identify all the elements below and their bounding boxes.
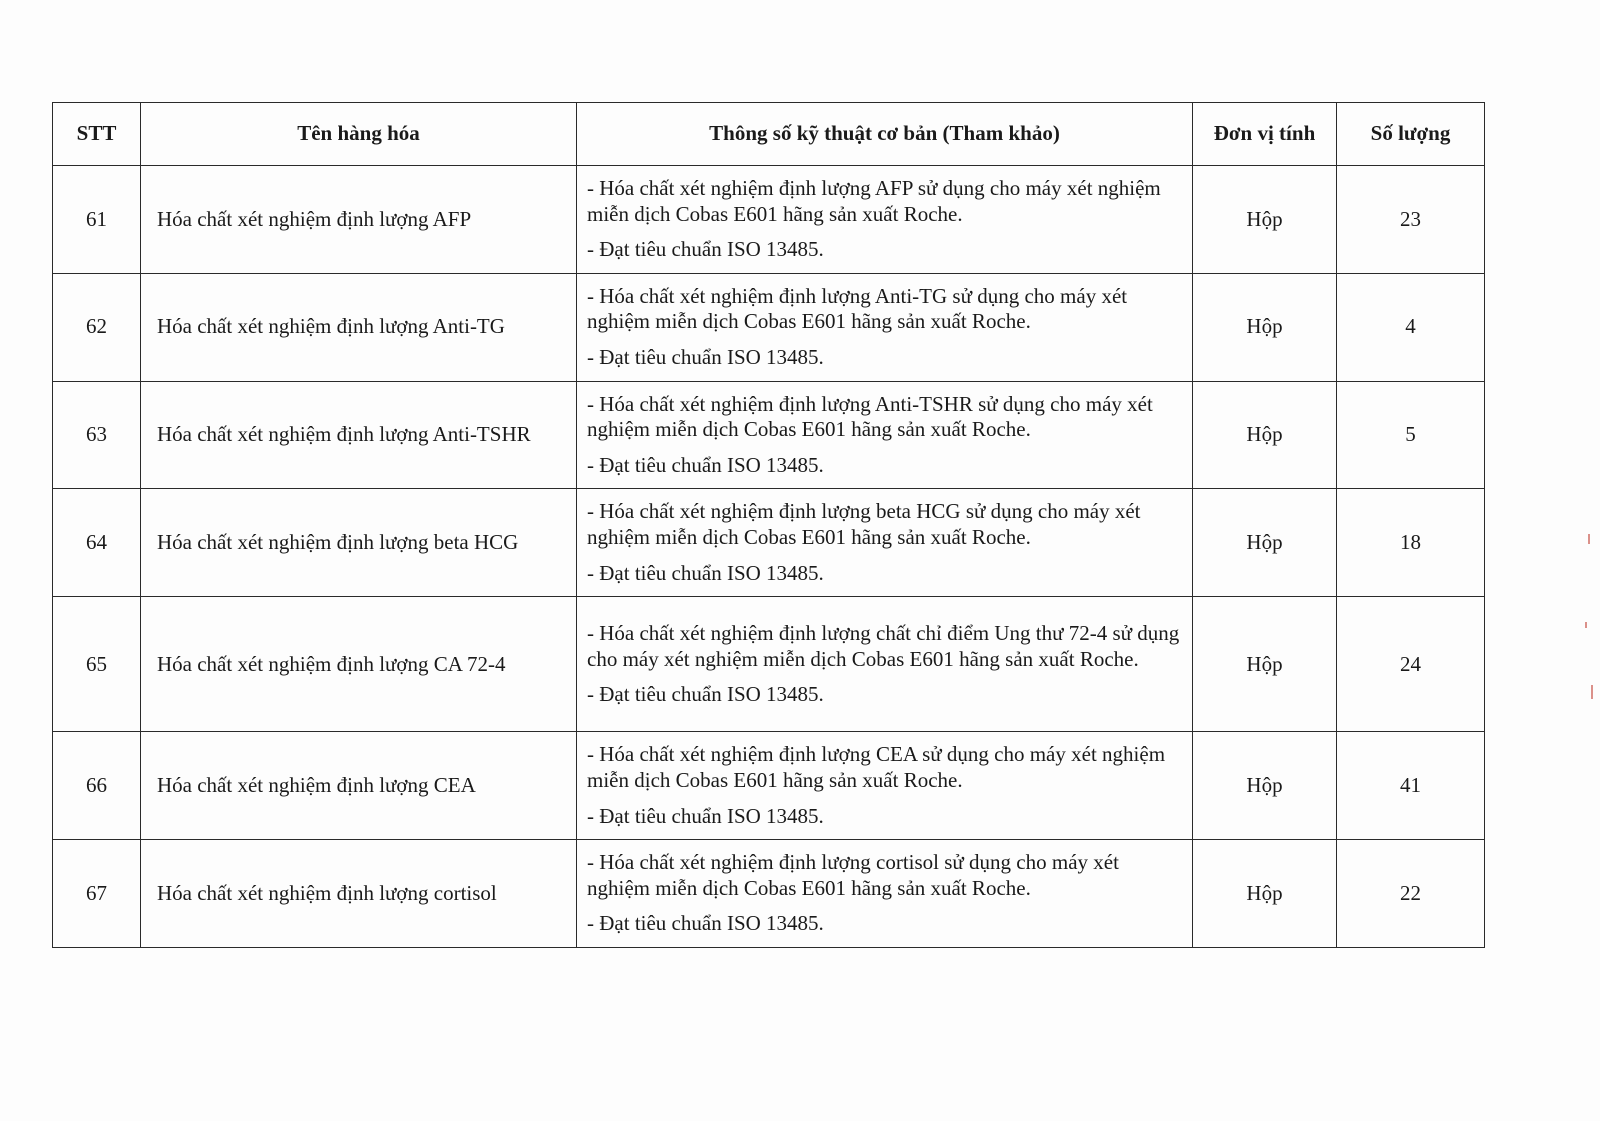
header-name: Tên hàng hóa: [141, 103, 577, 166]
cell-spec: [577, 597, 1193, 732]
goods-table: [52, 102, 1485, 948]
cell-stt: 66: [53, 732, 141, 840]
cell-spec: [577, 166, 1193, 274]
cell-spec: [577, 489, 1193, 597]
cell-stt: 64: [53, 489, 141, 597]
spec-standard: - Đạt tiêu chuẩn ISO 13485.: [587, 237, 824, 262]
scan-edge-mark: [1591, 685, 1593, 699]
table-row: [53, 166, 1485, 274]
table-row: [53, 273, 1485, 381]
cell-unit: Hộp: [1193, 273, 1337, 381]
cell-unit: Hộp: [1193, 732, 1337, 840]
table-body: [53, 166, 1485, 948]
spec-description: - Hóa chất xét nghiệm định lượng chất chỉ điểm Ung thư 72-4 sử dụng cho máy xét nghiệm miễn dịch Cobas E601 hãng sản xuất Roche.: [587, 620, 1180, 671]
table-row: [53, 381, 1485, 489]
cell-qty: 5: [1337, 381, 1485, 489]
spec-description: - Hóa chất xét nghiệm định lượng CEA sử dụng cho máy xét nghiệm miễn dịch Cobas E601 hãng sản xuất Roche.: [587, 742, 1166, 792]
cell-name: Hóa chất xét nghiệm định lượng cortisol: [141, 840, 577, 948]
table-row: [53, 840, 1485, 948]
spec-description: - Hóa chất xét nghiệm định lượng beta HCG sử dụng cho máy xét nghiệm miễn dịch Cobas E601 hãng sản xuất Roche.: [587, 499, 1141, 550]
cell-qty: 23: [1337, 166, 1485, 274]
spec-standard: - Đạt tiêu chuẩn ISO 13485.: [587, 345, 824, 370]
cell-name: Hóa chất xét nghiệm định lượng Anti-TSHR: [141, 381, 577, 489]
cell-qty: 24: [1337, 597, 1485, 732]
cell-stt: 63: [53, 381, 141, 489]
cell-name: Hóa chất xét nghiệm định lượng AFP: [141, 166, 577, 274]
scan-edge-mark: [1588, 534, 1590, 544]
spec-description: - Hóa chất xét nghiệm định lượng AFP sử dụng cho máy xét nghiệm miễn dịch Cobas E601 hãng sản xuất Roche.: [587, 176, 1161, 226]
cell-name: Hóa chất xét nghiệm định lượng Anti-TG: [141, 273, 577, 381]
table-row: [53, 597, 1485, 732]
cell-spec: [577, 273, 1193, 381]
spec-description: - Hóa chất xét nghiệm định lượng Anti-TG sử dụng cho máy xét nghiệm miễn dịch Cobas E601 hãng sản xuất Roche.: [587, 283, 1128, 334]
table-row: [53, 732, 1485, 840]
spec-description: - Hóa chất xét nghiệm định lượng cortisol sử dụng cho máy xét nghiệm miễn dịch Cobas E601 hãng sản xuất Roche.: [587, 850, 1119, 900]
cell-name: Hóa chất xét nghiệm định lượng beta HCG: [141, 489, 577, 597]
cell-spec: [577, 732, 1193, 840]
header-row: [53, 103, 1485, 166]
cell-qty: 18: [1337, 489, 1485, 597]
cell-spec: [577, 840, 1193, 948]
scan-edge-mark: [1585, 622, 1587, 628]
header-unit: Đơn vị tính: [1193, 103, 1337, 166]
header-stt: STT: [53, 103, 141, 166]
header-qty: Số lượng: [1337, 103, 1485, 166]
cell-unit: Hộp: [1193, 597, 1337, 732]
spec-standard: - Đạt tiêu chuẩn ISO 13485.: [587, 911, 824, 936]
spec-standard: - Đạt tiêu chuẩn ISO 13485.: [587, 682, 824, 707]
cell-unit: Hộp: [1193, 840, 1337, 948]
cell-qty: 22: [1337, 840, 1485, 948]
cell-unit: Hộp: [1193, 489, 1337, 597]
cell-qty: 4: [1337, 273, 1485, 381]
header-spec: Thông số kỹ thuật cơ bản (Tham khảo): [577, 103, 1193, 166]
cell-qty: 41: [1337, 732, 1485, 840]
table-row: [53, 489, 1485, 597]
spec-description: - Hóa chất xét nghiệm định lượng Anti-TSHR sử dụng cho máy xét nghiệm miễn dịch Cobas E601 hãng sản xuất Roche.: [587, 391, 1153, 442]
cell-stt: 67: [53, 840, 141, 948]
spec-standard: - Đạt tiêu chuẩn ISO 13485.: [587, 452, 824, 477]
table-header: [53, 103, 1485, 166]
spec-standard: - Đạt tiêu chuẩn ISO 13485.: [587, 803, 824, 828]
cell-stt: 62: [53, 273, 141, 381]
cell-name: Hóa chất xét nghiệm định lượng CA 72-4: [141, 597, 577, 732]
cell-name: Hóa chất xét nghiệm định lượng CEA: [141, 732, 577, 840]
cell-stt: 65: [53, 597, 141, 732]
spec-standard: - Đạt tiêu chuẩn ISO 13485.: [587, 560, 824, 585]
cell-unit: Hộp: [1193, 381, 1337, 489]
cell-unit: Hộp: [1193, 166, 1337, 274]
cell-spec: [577, 381, 1193, 489]
cell-stt: 61: [53, 166, 141, 274]
